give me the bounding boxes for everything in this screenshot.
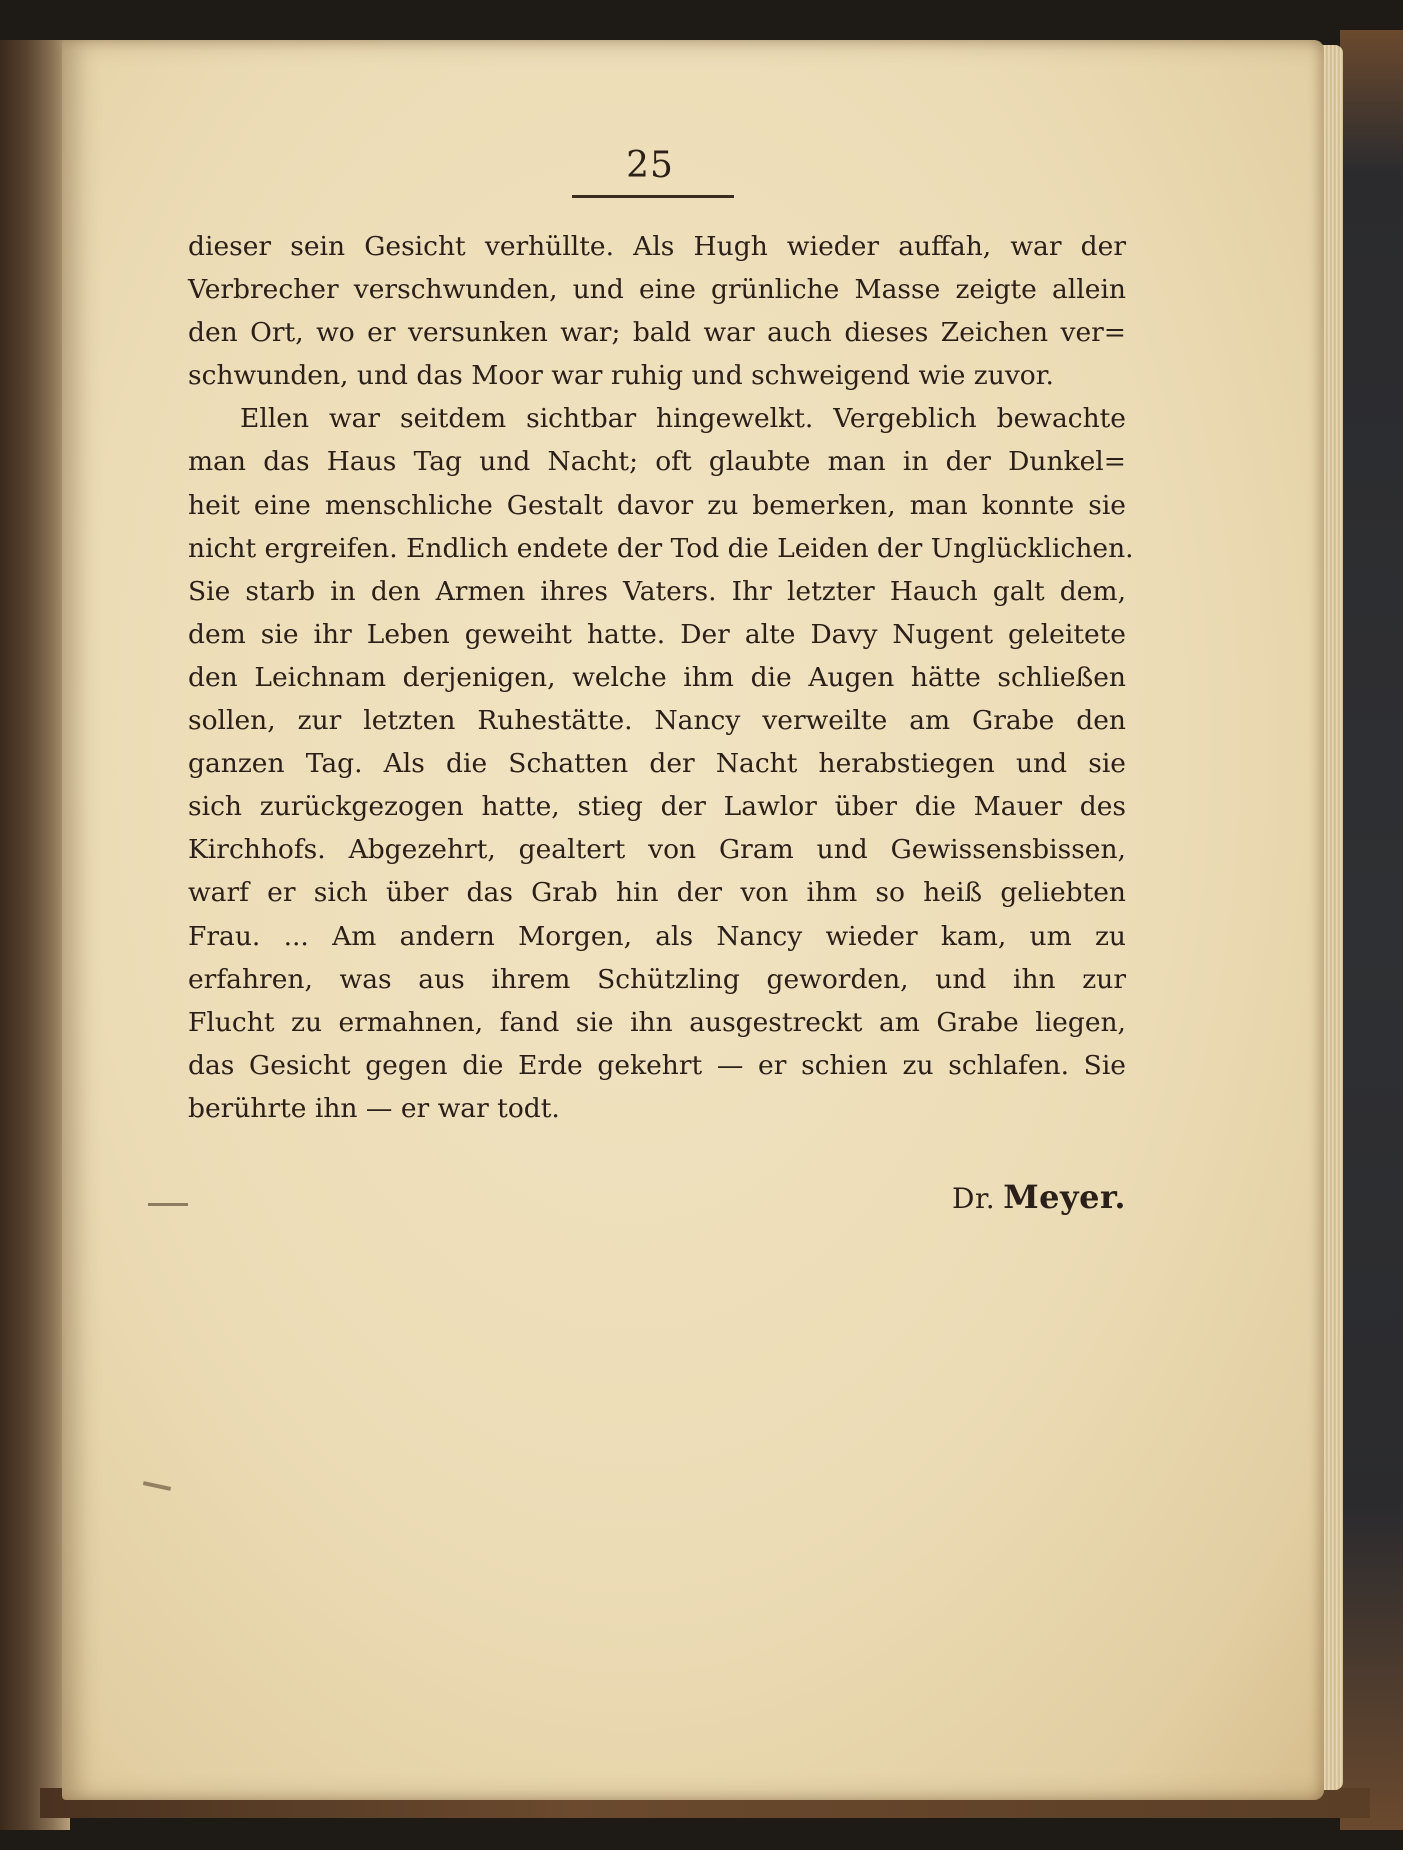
text-line: Verbrecher verschwunden, und eine grünliche Masse zeigte allein (188, 274, 1126, 306)
text-line: nicht ergreifen. Endlich endete der Tod die Leiden der Unglücklichen. (188, 532, 1134, 564)
text-line: Ellen war seitdem sichtbar hingewelkt. Vergeblich bewachte (240, 403, 1126, 435)
margin-dash (148, 1203, 188, 1206)
text-line: dieser sein Gesicht verhüllte. Als Hugh wieder auffah, war der (188, 231, 1126, 262)
text-line: schwunden, und das Moor war ruhig und schweigend wie zuvor. (188, 360, 1054, 392)
text-line: sich zurückgezogen hatte, stieg der Lawlor über die Mauer des (188, 791, 1126, 823)
text-line: Frau. ... Am andern Morgen, als Nancy wieder kam, um zu (188, 920, 1126, 952)
text-line: den Ort, wo er versunken war; bald war auch dieses Zeichen ver= (188, 317, 1126, 349)
text-line: man das Haus Tag und Nacht; oft glaubte man in der Dunkel= (188, 446, 1126, 478)
signature-name: Meyer. (1003, 1178, 1126, 1216)
text-line: den Leichnam derjenigen, welche ihm die Augen hätte schließen (188, 661, 1126, 693)
text-line: ganzen Tag. Als die Schatten der Nacht herabstiegen und sie (188, 748, 1126, 780)
text-line: Sie starb in den Armen ihres Vaters. Ihr letzter Hauch galt dem, (188, 575, 1126, 607)
signature-title: Dr. (952, 1182, 996, 1215)
book-cover-right (1340, 30, 1403, 1830)
text-line: erfahren, was aus ihrem Schützling geworden, und ihn zur (188, 963, 1126, 995)
text-line: warf er sich über das Grab hin der von ihm so heiß geliebten (188, 877, 1126, 909)
page-number: 25 (626, 145, 674, 186)
text-line: sollen, zur letzten Ruhestätte. Nancy verweilte am Grabe den (188, 705, 1126, 737)
text-line: das Gesicht gegen die Erde gekehrt — er schien zu schlafen. Sie (188, 1049, 1126, 1081)
body-text (188, 225, 1134, 1130)
text-line: heit eine menschliche Gestalt davor zu bemerken, man konnte sie (188, 489, 1126, 521)
header-rule (572, 195, 734, 198)
text-line: berührte ihn — er war todt. (188, 1092, 560, 1124)
author-signature (896, 1178, 1126, 1216)
text-line: Flucht zu ermahnen, fand sie ihn ausgestreckt am Grabe liegen, (188, 1006, 1126, 1038)
text-line: dem sie ihr Leben geweiht hatte. Der alte Davy Nugent geleitete (188, 618, 1126, 650)
text-line: Kirchhofs. Abgezehrt, gealtert von Gram und Gewissensbissen, (188, 834, 1126, 866)
book-spine-left (0, 40, 70, 1830)
